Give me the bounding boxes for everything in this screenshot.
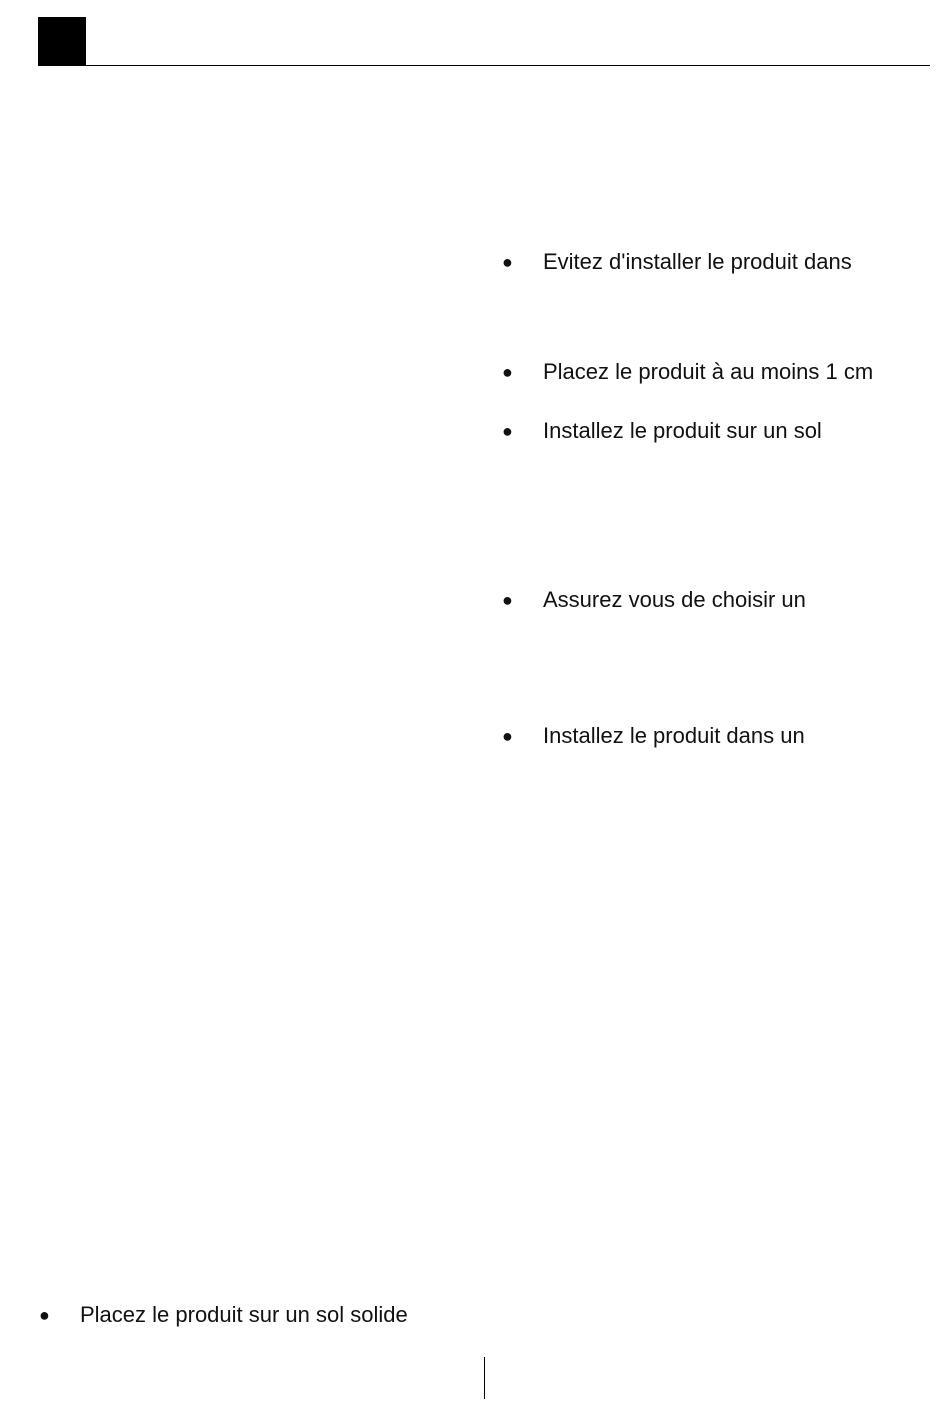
bullet-icon: ● bbox=[502, 726, 513, 746]
bullet-text: Assurez vous de choisir un bbox=[543, 587, 806, 612]
bullet-icon: ● bbox=[502, 590, 513, 610]
bullet-text: Placez le produit sur un sol solide bbox=[80, 1302, 408, 1327]
bullet-text: Evitez d'installer le produit dans bbox=[543, 249, 852, 274]
bullet-icon: ● bbox=[39, 1305, 50, 1325]
bullet-icon: ● bbox=[502, 252, 513, 272]
bullet-icon: ● bbox=[502, 421, 513, 441]
section-marker-block bbox=[38, 17, 86, 66]
bullet-text: Installez le produit dans un bbox=[543, 723, 805, 748]
bullet-text: Installez le produit sur un sol bbox=[543, 418, 822, 443]
header-rule bbox=[38, 65, 930, 66]
bullet-text: Placez le produit à au moins 1 cm bbox=[543, 359, 874, 384]
page-divider bbox=[484, 1357, 485, 1399]
bullet-icon: ● bbox=[502, 362, 513, 382]
